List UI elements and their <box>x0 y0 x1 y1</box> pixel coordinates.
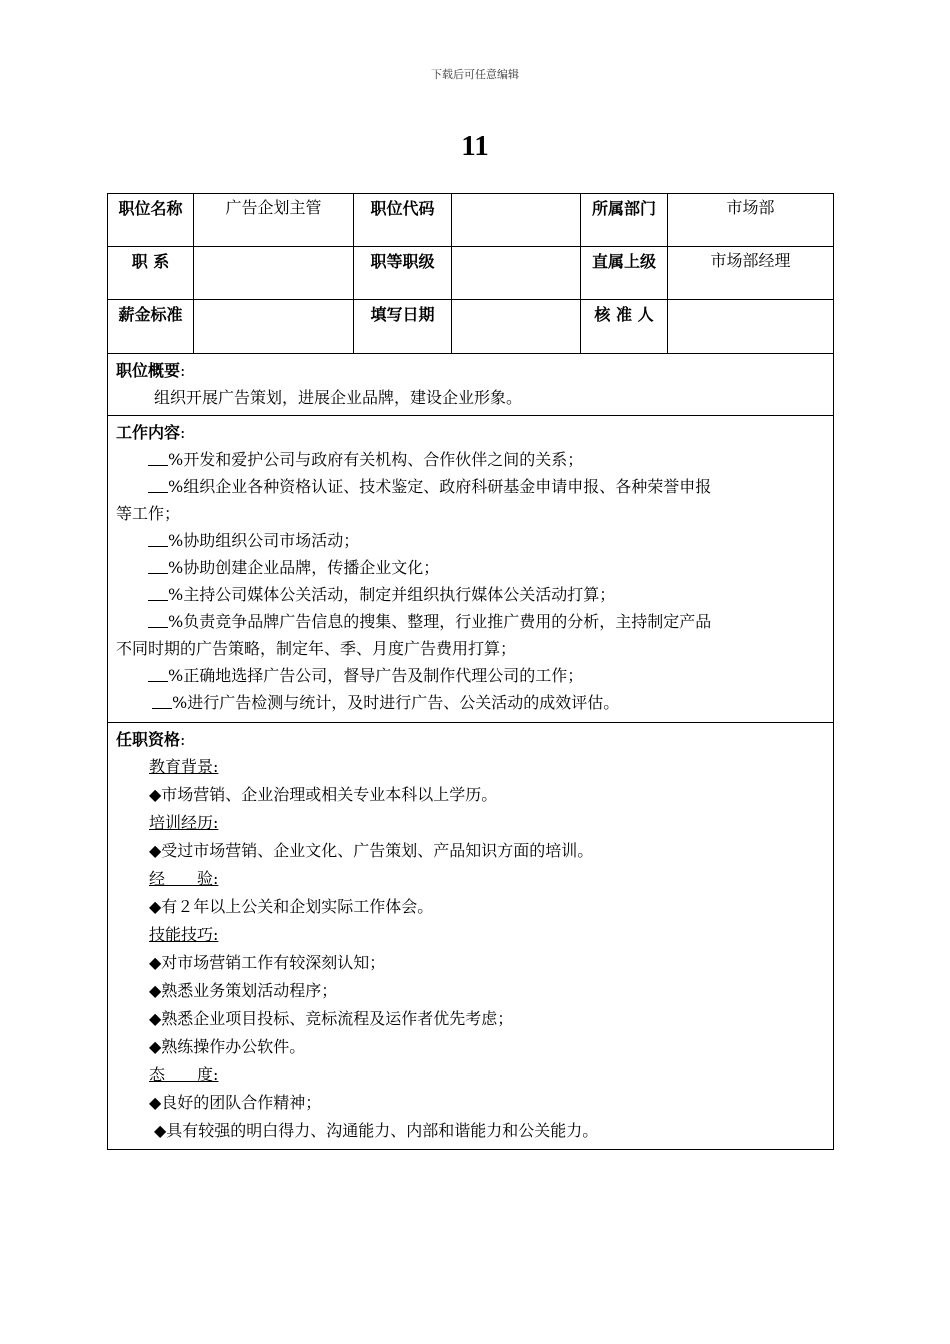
list-item: ◆熟练操作办公软件。 <box>149 1037 306 1056</box>
value-fill-date <box>452 300 581 354</box>
value-job-family <box>194 247 354 300</box>
colon: : <box>180 730 186 749</box>
list-item-continuation: 等工作； <box>116 504 181 523</box>
overview-text: 组织开展广告策划，进展企业品牌，建设企业形象。 <box>154 388 523 407</box>
blank-field <box>148 665 168 682</box>
label-fill-date: 填写日期 <box>354 300 452 354</box>
colon: : <box>180 423 186 442</box>
duty-text: 负责竞争品牌广告信息的搜集、整理，行业推广费用的分析，主持制定产品 <box>183 612 712 631</box>
percent-sign: % <box>168 666 184 685</box>
table-row <box>108 194 834 247</box>
qualifications-section <box>108 723 834 1150</box>
duty-text: 组织企业各种资格认证、技术鉴定、政府科研基金申请申报、各种荣誉申报 <box>183 477 712 496</box>
blank-field <box>148 530 168 547</box>
list-item <box>116 662 825 689</box>
duties-cell <box>108 416 834 723</box>
duty-text: 正确地选择广告公司，督导广告及制作代理公司的工作； <box>183 666 584 685</box>
header-note: 下载后可任意编辑 <box>431 68 519 81</box>
label-salary-standard <box>108 300 194 354</box>
label-grade-level: 职等职级 <box>354 247 452 300</box>
duty-text: 进行广告检测与统计，及时进行广告、公关活动的成效评估。 <box>187 693 620 712</box>
value-grade-level <box>452 247 581 300</box>
label-approver: 核 准 人 <box>581 300 668 354</box>
list-item: ◆良好的团队合作精神； <box>149 1093 322 1112</box>
list-item <box>116 581 825 608</box>
list-item <box>116 554 825 581</box>
list-item: ◆熟悉业务策划活动程序； <box>149 981 338 1000</box>
blank-field <box>148 476 168 493</box>
value-position-code <box>452 194 581 247</box>
list-item <box>116 608 825 635</box>
blank-field <box>148 584 168 601</box>
percent-sign: % <box>168 477 184 496</box>
blank-field <box>148 557 168 574</box>
attitude-heading: 态 度: <box>149 1065 219 1084</box>
label-text: 直属上级 <box>591 252 656 271</box>
list-item <box>116 446 825 473</box>
duties-heading: 工作内容 <box>116 423 181 442</box>
percent-sign: % <box>168 558 184 577</box>
duty-text: 开发和爱护公司与政府有关机构、合作伙伴之间的关系； <box>183 450 584 469</box>
list-item: ◆有２年以上公关和企划实际工作体会。 <box>149 897 434 916</box>
blank-field <box>148 449 168 466</box>
section-heading <box>116 358 825 384</box>
blank-field <box>152 692 172 709</box>
page-title: 11 <box>461 130 489 162</box>
overview-section <box>108 354 834 416</box>
percent-sign: % <box>168 612 184 631</box>
list-item: ◆具有较强的明白得力、沟通能力、内部和谐能力和公关能力。 <box>154 1121 599 1140</box>
value-approver <box>668 300 834 354</box>
overview-heading: 职位概要 <box>116 361 181 380</box>
list-item <box>116 527 825 554</box>
label-position-code: 职位代码 <box>354 194 452 247</box>
percent-sign: % <box>168 531 184 550</box>
skills-heading: 技能技巧: <box>149 925 219 944</box>
label-position-name <box>108 194 194 247</box>
list-item: ◆市场营销、企业治理或相关专业本科以上学历。 <box>149 785 498 804</box>
label-text: 职位名称 <box>118 199 183 218</box>
duty-text: 协助组织公司市场活动； <box>183 531 360 550</box>
table-row <box>108 300 834 354</box>
percent-sign: % <box>168 450 184 469</box>
qualifications-cell <box>108 723 834 1150</box>
section-heading <box>116 420 825 446</box>
qualifications-heading: 任职资格 <box>116 730 181 749</box>
job-description-table <box>107 193 834 1150</box>
percent-sign: % <box>168 585 184 604</box>
label-text: 所属部门 <box>591 199 656 218</box>
list-item: ◆受过市场营销、企业文化、广告策划、产品知识方面的培训。 <box>149 841 594 860</box>
colon: : <box>180 361 186 380</box>
experience-heading: 经 验: <box>149 869 219 888</box>
value-position-name: 广告企划主管 <box>194 194 354 247</box>
value-department: 市场部 <box>668 194 834 247</box>
training-heading: 培训经历: <box>149 813 219 832</box>
table-row <box>108 247 834 300</box>
list-item-continuation: 不同时期的广告策略，制定年、季、月度广告费用打算； <box>116 639 517 658</box>
education-heading: 教育背景: <box>149 757 219 776</box>
percent-sign: % <box>172 693 188 712</box>
value-salary-standard <box>194 300 354 354</box>
list-item: ◆熟悉企业项目投标、竞标流程及运作者优先考虑； <box>149 1009 514 1028</box>
duties-section <box>108 416 834 723</box>
label-department <box>581 194 668 247</box>
blank-field <box>148 611 168 628</box>
duty-text: 协助创建企业品牌，传播企业文化； <box>183 558 440 577</box>
list-item <box>116 473 825 500</box>
label-direct-supervisor <box>581 247 668 300</box>
value-direct-supervisor: 市场部经理 <box>668 247 834 300</box>
list-item <box>116 689 825 716</box>
duty-text: 主持公司媒体公关活动，制定并组织执行媒体公关活动打算； <box>183 585 616 604</box>
overview-cell <box>108 354 834 416</box>
label-text: 薪金标准 <box>118 305 183 324</box>
list-item: ◆对市场营销工作有较深刻认知； <box>149 953 386 972</box>
label-job-family: 职 系 <box>108 247 194 300</box>
section-heading <box>116 727 825 753</box>
